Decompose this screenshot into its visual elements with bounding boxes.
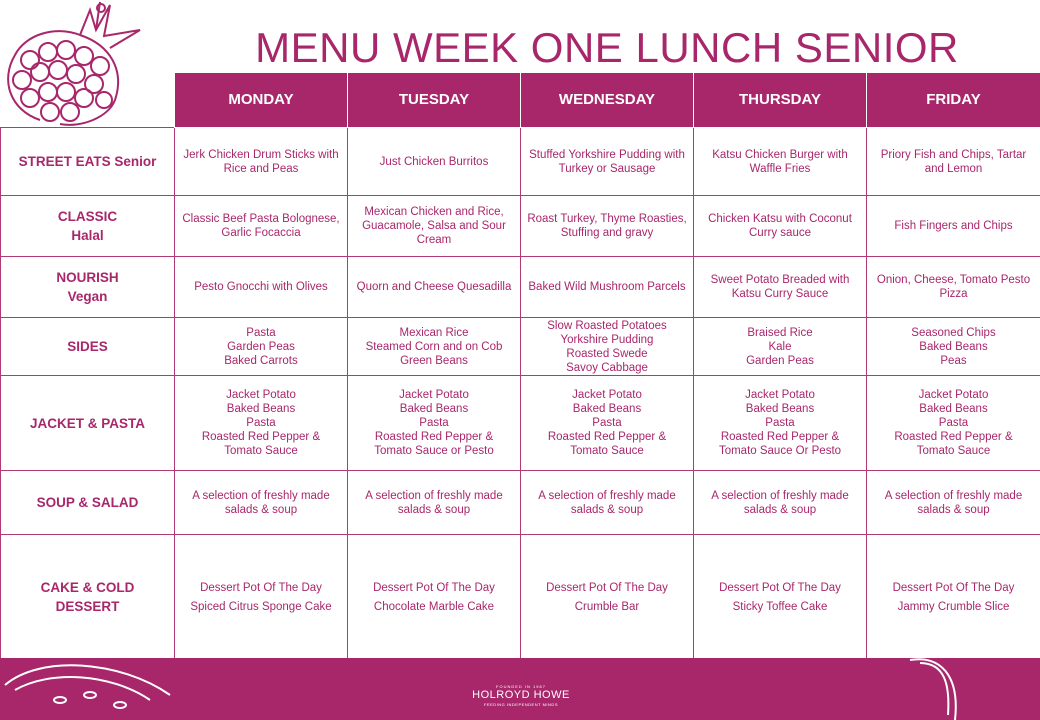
menu-row: [1, 376, 1040, 471]
fruit-slice-illustration-icon: [0, 655, 175, 720]
menu-cell: [348, 535, 521, 660]
menu-item-text: Fish Fingers and Chips: [894, 220, 1013, 232]
menu-item-text: Peas: [940, 354, 967, 367]
menu-body: [1, 73, 1040, 660]
row-label-line: SIDES: [67, 339, 108, 354]
menu-item-text: Chicken Katsu with Coconut Curry sauce: [708, 213, 852, 239]
page-title: MENU WEEK ONE LUNCH SENIOR: [255, 24, 959, 71]
menu-cell: [175, 535, 348, 660]
menu-cell: [694, 318, 867, 376]
menu-item-text: Pasta: [938, 417, 969, 429]
row-label: [1, 128, 175, 196]
menu-cell: [867, 257, 1040, 318]
row-label-line: STREET EATS Senior: [18, 154, 157, 169]
menu-item-text: Mexican Chicken and Rice, Guacamole, Salsa and Sour Cream: [362, 206, 506, 246]
menu-cell: [175, 128, 348, 196]
menu-row: [1, 257, 1040, 318]
menu-item-text: Roast Turkey, Thyme Roasties, Stuffing and gravy: [527, 213, 687, 239]
menu-cell: [521, 257, 694, 318]
menu-item-text: Crumble Bar: [574, 600, 640, 613]
menu-item-text: Slow Roasted Potatoes: [547, 319, 667, 332]
menu-item-text: A selection of freshly made salads & soup: [884, 489, 1023, 516]
menu-item-text: Garden Peas: [746, 354, 814, 367]
header-corner: [1, 73, 175, 128]
menu-cell: [867, 471, 1040, 535]
menu-item-text: Yorkshire Pudding: [560, 333, 654, 346]
day-header-monday: MONDAY: [175, 73, 348, 128]
row-label-line: JACKET & PASTA: [29, 415, 145, 431]
menu-item-text: Seasoned Chips: [911, 326, 996, 339]
menu-item-text: Roasted Swede: [566, 347, 648, 360]
menu-item-text: Onion, Cheese, Tomato Pesto Pizza: [876, 274, 1031, 300]
menu-item-text: Baked Wild Mushroom Parcels: [528, 281, 686, 293]
menu-row: [1, 535, 1040, 660]
logo-brand: HOLROYD HOWE: [472, 689, 570, 701]
menu-item-text: Jacket Potato: [918, 389, 989, 401]
menu-item-text: Tomato Sauce: [916, 445, 991, 457]
menu-item-text: Roasted Red Pepper &: [547, 431, 667, 443]
menu-cell: [521, 318, 694, 376]
menu-cell: [175, 376, 348, 471]
menu-row: [1, 318, 1040, 376]
menu-cell: [867, 376, 1040, 471]
menu-item-text: Roasted Red Pepper &: [201, 431, 321, 443]
menu-cell: [694, 535, 867, 660]
menu-item-text: Baked Beans: [572, 403, 642, 415]
menu-item-text: Tomato Sauce or Pesto: [374, 445, 494, 457]
menu-item-text: Baked Carrots: [224, 354, 298, 367]
menu-item-text: Pasta: [592, 417, 622, 429]
menu-cell: [521, 471, 694, 535]
menu-row: [1, 128, 1040, 196]
menu-cell: [867, 318, 1040, 376]
menu-item-text: Garden Peas: [227, 340, 295, 353]
menu-item-text: Tomato Sauce: [570, 445, 644, 457]
menu-item-text: Pesto Gnocchi with Olives: [194, 281, 328, 293]
menu-item-text: Priory Fish and Chips, Tartar and Lemon: [880, 148, 1027, 175]
menu-item-text: Savoy Cabbage: [566, 361, 648, 374]
menu-item-text: Dessert Pot Of The Day: [719, 581, 841, 594]
menu-cell: [175, 471, 348, 535]
menu-item-text: Roasted Red Pepper &: [894, 431, 1013, 443]
row-label: [1, 471, 175, 535]
header-row: [1, 73, 1040, 128]
menu-item-text: Stuffed Yorkshire Pudding with Turkey or Sausage: [529, 148, 685, 175]
row-label-line: CLASSIC: [57, 209, 118, 224]
menu-cell: [521, 376, 694, 471]
menu-item-text: Jacket Potato: [572, 389, 642, 401]
menu-item-text: Mexican Rice: [399, 326, 469, 339]
menu-item-text: Roasted Red Pepper &: [720, 431, 840, 443]
logo-tagline-bottom: FEEDING INDEPENDENT MINDS: [484, 702, 558, 707]
menu-item-text: Baked Beans: [919, 340, 988, 353]
menu-cell: [694, 257, 867, 318]
day-header-tuesday: TUESDAY: [348, 73, 521, 128]
menu-item-text: Just Chicken Burritos: [379, 155, 489, 168]
fruit-illustration-icon: [900, 655, 1040, 720]
menu-cell: [348, 318, 521, 376]
row-label-line: NOURISH: [56, 270, 119, 285]
menu-item-text: Jacket Potato: [745, 389, 815, 401]
menu-item-text: Jerk Chicken Drum Sticks with Rice and Peas: [183, 148, 339, 175]
row-label: [1, 257, 175, 318]
menu-row: [1, 471, 1040, 535]
menu-item-text: Pasta: [246, 326, 276, 339]
menu-cell: [694, 376, 867, 471]
menu-item-text: A selection of freshly made salads & soup: [192, 489, 330, 516]
menu-item-text: Katsu Chicken Burger with Waffle Fries: [712, 148, 848, 175]
menu-cell: [521, 196, 694, 257]
menu-item-text: Jacket Potato: [399, 389, 469, 401]
menu-table: [0, 72, 1040, 660]
menu-cell: [521, 535, 694, 660]
menu-row: [1, 196, 1040, 257]
row-label: [1, 196, 175, 257]
menu-item-text: A selection of freshly made salads & soup: [538, 489, 676, 516]
menu-item-text: Roasted Red Pepper &: [374, 431, 494, 443]
logo-tagline-top: FOUNDED IN 1987: [496, 684, 546, 689]
menu-item-text: Chocolate Marble Cake: [373, 600, 495, 613]
menu-item-text: Pasta: [246, 417, 276, 429]
menu-item-text: Pasta: [419, 417, 449, 429]
menu-item-text: Pasta: [765, 417, 795, 429]
menu-cell: [348, 376, 521, 471]
menu-cell: [175, 196, 348, 257]
menu-item-text: A selection of freshly made salads & soup: [711, 489, 849, 516]
row-label: [1, 318, 175, 376]
day-header-wednesday: WEDNESDAY: [521, 73, 694, 128]
menu-cell: [867, 128, 1040, 196]
day-header-friday: FRIDAY: [867, 73, 1040, 128]
day-header-thursday: THURSDAY: [694, 73, 867, 128]
menu-cell: [175, 257, 348, 318]
menu-cell: [348, 128, 521, 196]
menu-item-text: Baked Beans: [399, 403, 469, 415]
menu-cell: [521, 128, 694, 196]
menu-cell: [867, 196, 1040, 257]
menu-cell: [348, 471, 521, 535]
menu-item-text: Dessert Pot Of The Day: [373, 581, 495, 594]
row-label-line: Halal: [71, 228, 104, 243]
row-label: [1, 535, 175, 660]
row-label-line: SOUP & SALAD: [36, 495, 139, 510]
menu-item-text: A selection of freshly made salads & soup: [365, 489, 503, 516]
menu-item-text: Dessert Pot Of The Day: [892, 581, 1015, 594]
menu-item-text: Kale: [768, 340, 792, 353]
holroyd-howe-logo: [466, 684, 576, 707]
menu-cell: [694, 196, 867, 257]
menu-cell: [694, 471, 867, 535]
menu-item-text: Braised Rice: [747, 326, 813, 339]
menu-item-text: Jammy Crumble Slice: [897, 600, 1010, 613]
menu-item-text: Dessert Pot Of The Day: [546, 581, 668, 594]
menu-cell: [348, 196, 521, 257]
menu-item-text: Quorn and Cheese Quesadilla: [356, 281, 512, 293]
menu-item-text: Dessert Pot Of The Day: [200, 581, 322, 594]
menu-item-text: Sticky Toffee Cake: [732, 600, 828, 613]
menu-item-text: Baked Beans: [919, 403, 988, 415]
menu-cell: [867, 535, 1040, 660]
menu-cell: [348, 257, 521, 318]
menu-item-text: Baked Beans: [745, 403, 815, 415]
row-label-line: Vegan: [67, 289, 108, 304]
menu-item-text: Steamed Corn and on Cob: [365, 340, 503, 353]
menu-item-text: Sweet Potato Breaded with Katsu Curry Sauce: [710, 274, 850, 300]
menu-item-text: Jacket Potato: [226, 389, 296, 401]
menu-item-text: Green Beans: [400, 354, 468, 367]
menu-cell: [694, 128, 867, 196]
menu-item-text: Spiced Citrus Sponge Cake: [190, 600, 332, 613]
menu-item-text: Tomato Sauce: [224, 445, 298, 457]
row-label-line: CAKE & COLD DESSERT: [40, 580, 135, 614]
row-label: [1, 376, 175, 471]
menu-item-text: Classic Beef Pasta Bolognese, Garlic Focaccia: [182, 213, 340, 239]
menu-cell: [175, 318, 348, 376]
menu-item-text: Tomato Sauce Or Pesto: [718, 445, 842, 457]
menu-item-text: Baked Beans: [226, 403, 296, 415]
